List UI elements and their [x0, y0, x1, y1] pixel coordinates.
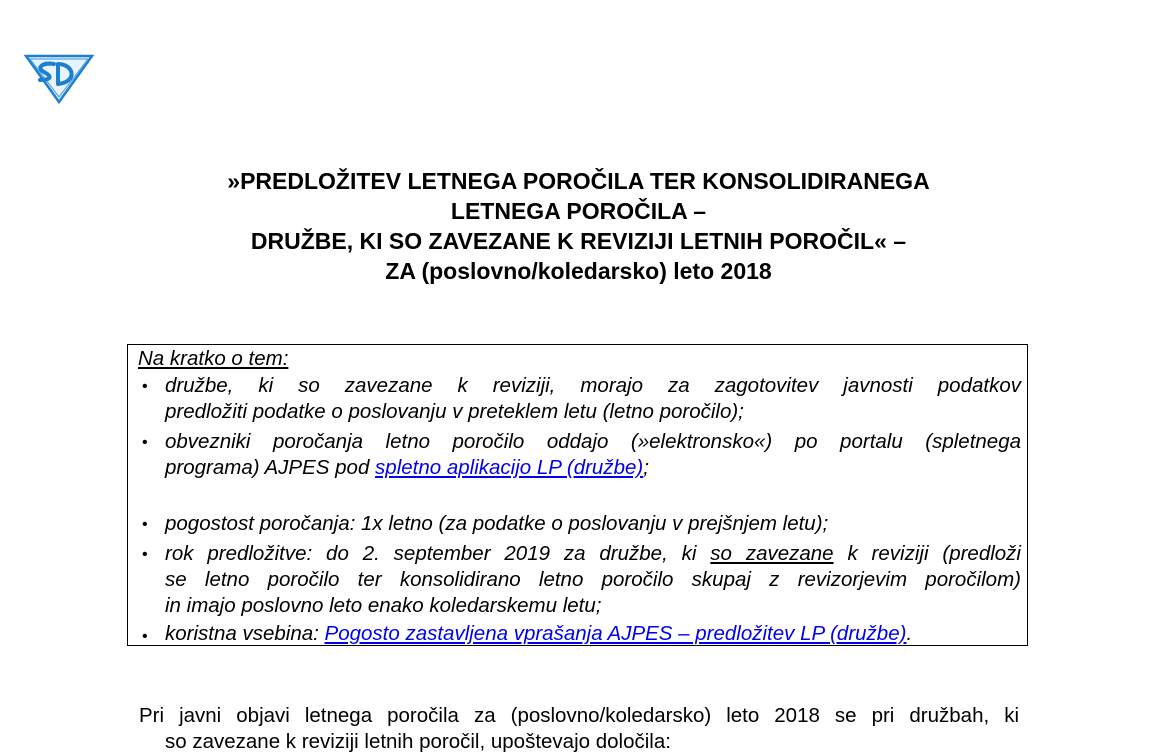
body-paragraph	[139, 703, 1019, 755]
summary-item-4-line-2: se letno poročilo ter konsolidirano letno poročilo skupaj z revizorjevim poročilom)	[165, 568, 1021, 591]
sd-logo	[22, 50, 96, 104]
body-paragraph-line-1: Pri javni objavi letnega poročila za (poslovno/koledarsko) leto 2018 se pri družbah, ki	[139, 704, 1019, 727]
summary-heading: Na kratko o tem:	[138, 347, 289, 370]
summary-item-4-underlined: so zavezane	[710, 542, 834, 565]
bullet-icon: •	[142, 516, 148, 533]
sd-shield-logo-icon	[22, 50, 96, 104]
summary-box	[127, 344, 1028, 646]
bullet-icon: •	[142, 628, 148, 645]
summary-item-2-line-1: obvezniki poročanja letno poročilo oddajo (»elektronsko«) po portalu (spletnega	[165, 430, 1021, 453]
body-paragraph-line-2: so zavezane k reviziji letnih poročil, upoštevajo določila:	[165, 730, 671, 753]
title-line-4: ZA (poslovno/koledarsko) leto 2018	[385, 258, 772, 284]
document-title	[100, 166, 1057, 286]
title-line-2: LETNEGA POROČILA –	[450, 198, 707, 224]
summary-item-1-line-1: družbe, ki so zavezane k reviziji, morajo za zagotovitev javnosti podatkov	[165, 374, 1021, 397]
summary-item-3-line-1: pogostost poročanja: 1x letno (za podatke o poslovanju v prejšnjem letu);	[165, 512, 829, 535]
title-line-3: DRUŽBE, KI SO ZAVEZANE K REVIZIJI LETNIH POROČIL« –	[250, 228, 907, 254]
summary-item-4-before: rok predložitve: do 2. september 2019 za družbe, ki	[165, 542, 711, 565]
summary-item-4-line-1	[165, 541, 1021, 567]
summary-item-2-line-2	[165, 455, 649, 481]
title-line-1: »PREDLOŽITEV LETNEGA POROČILA TER KONSOLIDIRANEGA	[227, 168, 930, 194]
bullet-icon: •	[142, 378, 148, 395]
summary-item-2-after: ;	[643, 456, 649, 479]
summary-item-5-line-1	[165, 621, 912, 647]
summary-item-4-after: k reviziji (predloži	[833, 542, 1021, 565]
bullet-icon: •	[142, 434, 148, 451]
summary-item-4-line-3: in imajo poslovno leto enako koledarskemu letu;	[165, 594, 602, 617]
summary-item-5-before: koristna vsebina:	[165, 622, 325, 645]
faq-link[interactable]: Pogosto zastavljena vprašanja AJPES – predložitev LP (družbe)	[324, 622, 907, 645]
summary-item-5-after: .	[906, 622, 913, 645]
bullet-icon: •	[142, 546, 148, 563]
spletno-aplikacijo-link[interactable]: spletno aplikacijo LP (družbe)	[375, 456, 644, 479]
summary-item-1-line-2: predložiti podatke o poslovanju v preteklem letu (letno poročilo);	[165, 400, 744, 423]
summary-item-2-text: programa) AJPES pod	[165, 456, 376, 479]
